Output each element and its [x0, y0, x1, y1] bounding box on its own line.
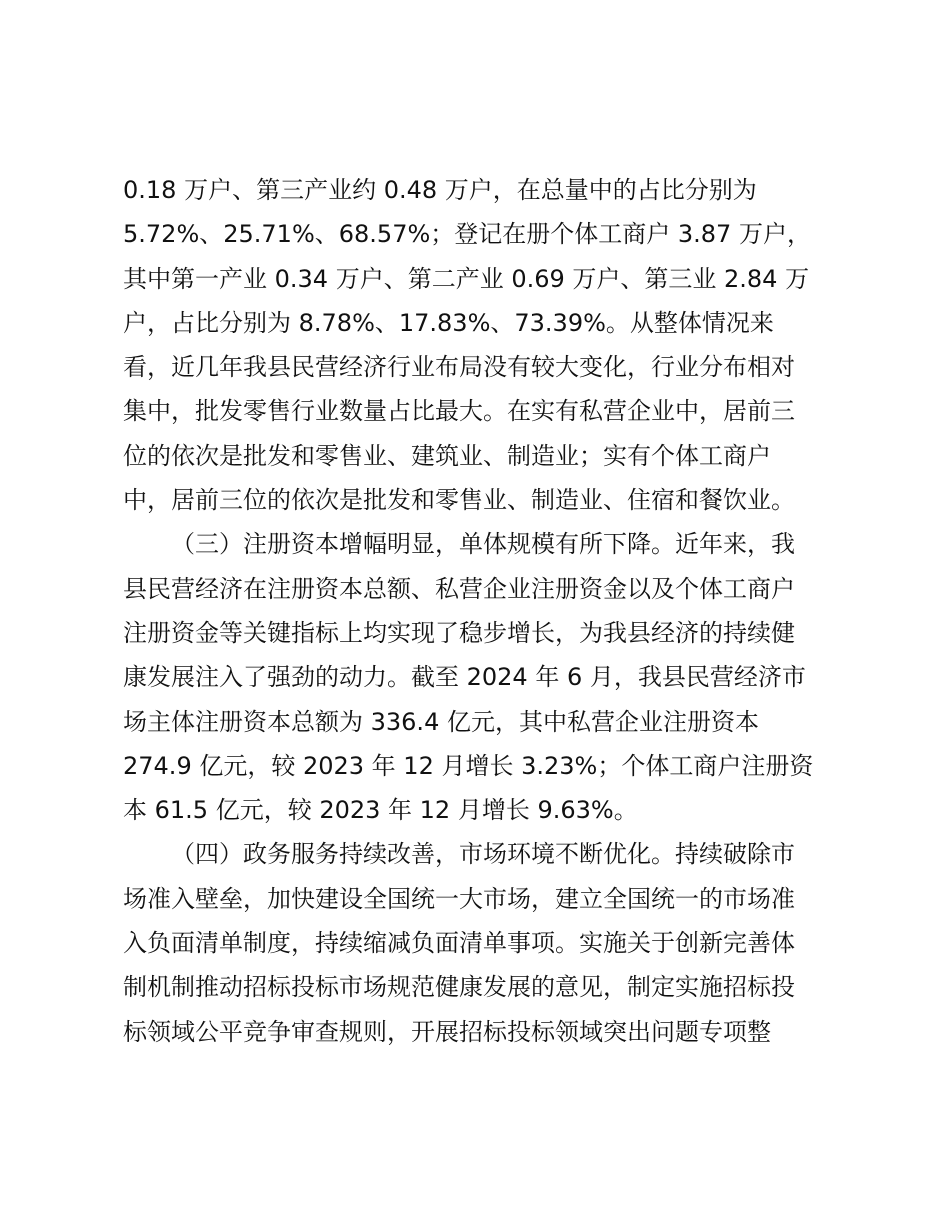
text-line: 康发展注入了强劲的动力。截至 2024 年 6 月，我县民营经济市: [123, 663, 806, 692]
text-line: 入负面清单制度，持续缩减负面清单事项。实施关于创新完善体: [123, 929, 795, 958]
text-line: 看，近几年我县民营经济行业布局没有较大变化，行业分布相对: [123, 353, 795, 382]
text-line: 县民营经济在注册资本总额、私营企业注册资金以及个体工商户: [123, 574, 795, 603]
text-line: 制机制推动招标投标市场规范健康发展的意见，制定实施招标投: [123, 973, 795, 1002]
text-line: 注册资金等关键指标上均实现了稳步增长，为我县经济的持续健: [123, 618, 795, 647]
text-line: 5.72%、25.71%、68.57%；登记在册个体工商户 3.87 万户，: [123, 220, 811, 249]
text-line: 其中第一产业 0.34 万户、第二产业 0.69 万户、第三业 2.84 万: [123, 264, 810, 293]
text-line: 户，占比分别为 8.78%、17.83%、73.39%。从整体情况来: [123, 308, 774, 337]
section-heading-line: （三）注册资本增幅明显，单体规模有所下降。近年来，我: [171, 530, 795, 559]
text-line: 标领域公平竞争审查规则，开展招标投标领域突出问题专项整: [123, 1017, 771, 1046]
text-line: 0.18 万户、第三产业约 0.48 万户，在总量中的占比分别为: [123, 176, 757, 204]
text-line: 274.9 亿元，较 2023 年 12 月增长 3.23%；个体工商户注册资: [123, 751, 814, 780]
text-line: 集中，批发零售行业数量占比最大。在实有私营企业中，居前三: [123, 397, 795, 426]
text-line: 场主体注册资本总额为 336.4 亿元，其中私营企业注册资本: [123, 707, 759, 736]
text-line: 本 61.5 亿元，较 2023 年 12 月增长 9.63%。: [123, 796, 638, 825]
text-line: 场准入壁垒，加快建设全国统一大市场，建立全国统一的市场准: [123, 884, 795, 913]
body-text: [123, 168, 833, 1054]
text-line: 位的依次是批发和零售业、建筑业、制造业；实有个体工商户: [123, 441, 771, 470]
section-heading-line: （四）政务服务持续改善，市场环境不断优化。持续破除市: [171, 840, 795, 869]
text-line: 中，居前三位的依次是批发和零售业、制造业、住宿和餐饮业。: [123, 486, 795, 515]
